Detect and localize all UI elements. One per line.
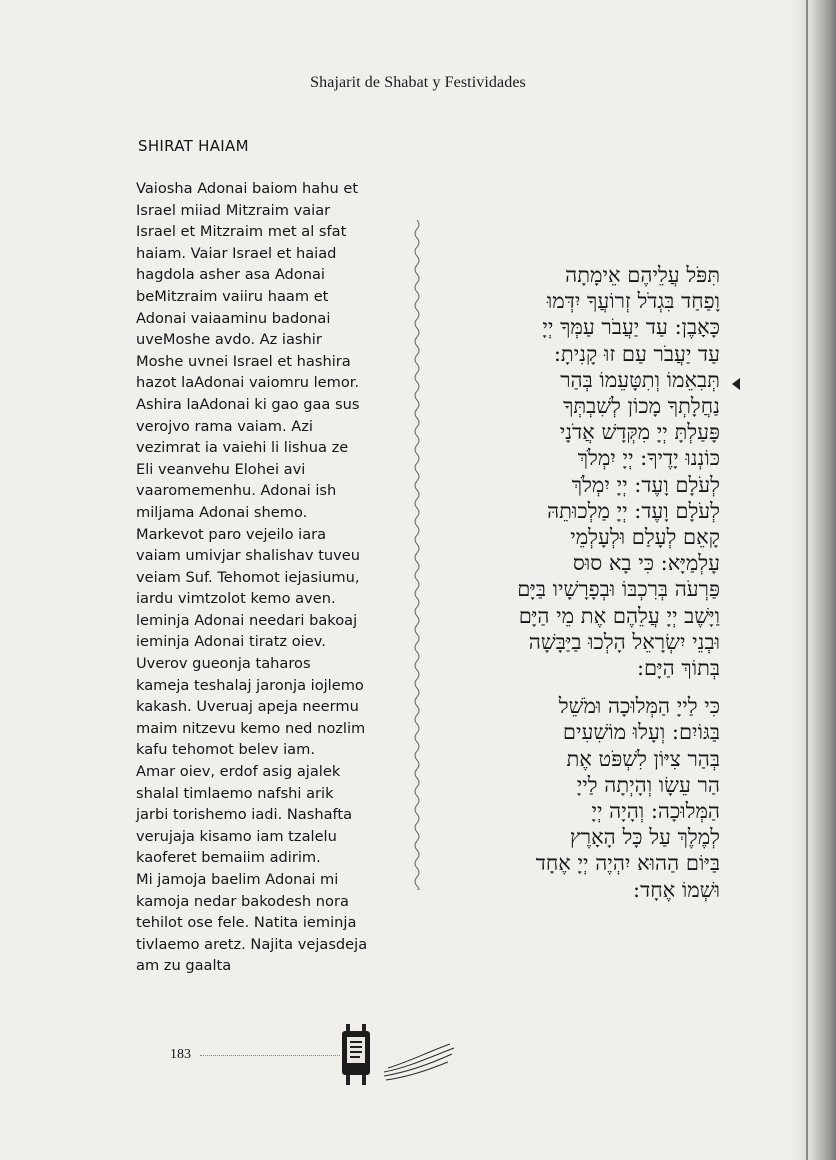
hebrew-line: לְעֹלָם וָעֶד: יְיָ מַלְכוּתֵהּ — [547, 498, 720, 523]
column-divider-wavy-line — [405, 220, 429, 890]
page-edge-line — [806, 0, 808, 1160]
hebrew-line: כָּאָבֶן: עַד יַעֲבֹר עַמְּךָ יְיָ — [542, 315, 720, 340]
transliteration-line: Amar oiev, erdof asig ajalek — [136, 763, 341, 781]
transliteration-line: vaiam umivjar shalishav tuveu — [136, 547, 361, 565]
hebrew-line: כִּי לַייָ הַמְּלוּכָה וּמֹשֵׁל — [558, 694, 720, 719]
transliteration-line: tehilot ose fele. Natita ieminja — [136, 914, 357, 932]
transliteration-line: Ashira laAdonai ki gao gaa sus — [136, 395, 360, 413]
transliteration-line: haiam. Vaiar Israel et haiad — [136, 244, 337, 262]
transliteration-line: kamoja nedar bakodesh nora — [136, 892, 349, 910]
transliteration-line: hagdola asher asa Adonai — [136, 266, 325, 284]
hebrew-line: קָאֵם לְעָלַם וּלְעָלְמֵי — [570, 525, 720, 550]
footer-dotted-rule — [200, 1055, 340, 1056]
transliteration-line: kameja teshalaj jaronja iojlemo — [136, 676, 364, 694]
transliteration-line: Vaiosha Adonai baiom hahu et — [136, 180, 359, 197]
hebrew-line: בַּיּוֹם הַהוּא יִהְיֶה יְיָ אֶחָד — [535, 851, 720, 876]
hebrew-line: הַמְּלוּכָה: וְהָיָה יְיָ — [591, 799, 720, 824]
transliteration-line: leminja Adonai needari bakoaj — [136, 611, 358, 629]
transliteration-line: Eli veanvehu Elohei avi — [136, 460, 306, 478]
transliteration-line: kakash. Uveruaj apeja neermu — [136, 698, 359, 716]
transliteration-line: hazot laAdonai vaiomru lemor. — [136, 374, 360, 392]
hebrew-line: פַּרְעֹה בְּרִכְבּוֹ וּבְפָרָשָׁיו בַּיָּם — [517, 577, 720, 602]
hebrew-line: וַיָּשֶׁב יְיָ עֲלֵהֶם אֶת מֵי הַיָּם — [518, 603, 720, 628]
hebrew-line: הַר עֵשָׂו וְהָיְתָה לַייָ — [576, 772, 720, 797]
hebrew-line: פָּעַלְתָּ יְיָ מִקְּדָשׁ אֲדֹנָי — [559, 420, 720, 445]
transliteration-line: ieminja Adonai tiratz oiev. — [136, 633, 326, 651]
transliteration-line: vezimrat ia vaiehi li lishua ze — [136, 439, 349, 457]
transliteration-line: Markevot paro vejeilo iara — [136, 525, 327, 543]
transliteration-line: verojvo rama vaiam. Azi — [136, 417, 313, 435]
transliteration-line: Israel et Mitzraim met al sfat — [136, 223, 347, 241]
transliteration-line: shalal timlaemo nafshi arik — [136, 784, 334, 802]
section-title: SHIRAT HAIAM — [138, 137, 249, 155]
transliteration-line: tivlaemo aretz. Najita vejasdeja — [136, 935, 368, 953]
transliteration-line: kaoferet bemaiim adirim. — [136, 849, 321, 867]
reading-marker-triangle-icon — [732, 378, 740, 390]
transliteration-line: uveMoshe avdo. Az iashir — [136, 331, 322, 349]
hebrew-block-1 — [430, 262, 720, 681]
hebrew-line: תְּבִאֵמוֹ וְתִטָּעֵמוֹ בְּהַר — [560, 367, 720, 392]
hebrew-line: לְעֹלָם וָעֶד: יְיָ יִמְלֹךְ — [571, 472, 720, 497]
hebrew-line: בְּהַר צִיּוֹן לִשְׁפֹּט אֶת — [566, 746, 720, 771]
torah-scroll-emblem-icon — [336, 1022, 456, 1094]
hebrew-line: תִּפֹּל עֲלֵיהֶם אֵימָתָה — [565, 263, 720, 287]
hebrew-line: בַּגּוֹיִם: וְעָלוּ מוֹשִׁעִים — [562, 720, 720, 745]
page-gutter-shadow — [790, 0, 836, 1160]
page-number: 183 — [170, 1047, 191, 1062]
transliteration-line: Uverov gueonja taharos — [136, 655, 311, 673]
running-header: Shajarit de Shabat y Festividades — [310, 74, 526, 91]
transliteration-line: maim nitzevu kemo ned nozlim — [136, 719, 366, 737]
hebrew-line: וּבְנֵי יִשְׂרָאֵל הָלְכוּ בַיַּבָּשָׁה — [528, 629, 720, 654]
hebrew-line: עַד יַעֲבֹר עַם זוּ קָנִיתָ: — [553, 341, 720, 366]
hebrew-line: וָפַחַד בִּגְדֹל זְרוֹעֲךָ יִדְּמוּ — [546, 289, 720, 314]
hebrew-line: נַחֲלָתְךָ מָכוֹן לְשִׁבְתְּךָ — [563, 394, 720, 419]
transliteration-line: veiam Suf. Tehomot iejasiumu, — [136, 568, 360, 586]
transliteration-line: kafu tehomot belev iam. — [136, 741, 315, 759]
transliteration-line: Moshe uvnei Israel et hashira — [136, 352, 351, 370]
transliteration-line: verujaja kisamo iam tzalelu — [136, 827, 337, 845]
hebrew-line: כּוֹנְנוּ יָדֶיךָ: יְיָ יִמְלֹךְ — [577, 446, 720, 471]
transliteration-column — [136, 178, 386, 977]
transliteration-line: vaaromemenhu. Adonai ish — [136, 482, 337, 500]
hebrew-column — [430, 262, 720, 903]
transliteration-line: beMitzraim vaiiru haam et — [136, 287, 329, 305]
transliteration-line: jarbi torishemo iadi. Nashafta — [136, 806, 353, 824]
transliteration-line: Adonai vaiaaminu badonai — [136, 309, 331, 327]
hebrew-block-2 — [430, 693, 720, 903]
transliteration-line: am zu gaalta — [136, 957, 232, 975]
transliteration-line: miljama Adonai shemo. — [136, 503, 308, 521]
hebrew-line: בְּתוֹךְ הַיָּם: — [636, 656, 720, 681]
hebrew-line: עָלְמַיָּא: כִּי בָא סוּס — [572, 551, 720, 576]
hebrew-line: וּשְׁמוֹ אֶחָד: — [633, 877, 720, 902]
hebrew-line: לְמֶלֶךְ עַל כָּל הָאָרֶץ — [569, 825, 720, 850]
transliteration-line: Mi jamoja baelim Adonai mi — [136, 871, 339, 888]
transliteration-line: iardu vimtzolot kemo aven. — [136, 590, 336, 608]
transliteration-line: Israel miiad Mitzraim vaiar — [136, 201, 331, 219]
